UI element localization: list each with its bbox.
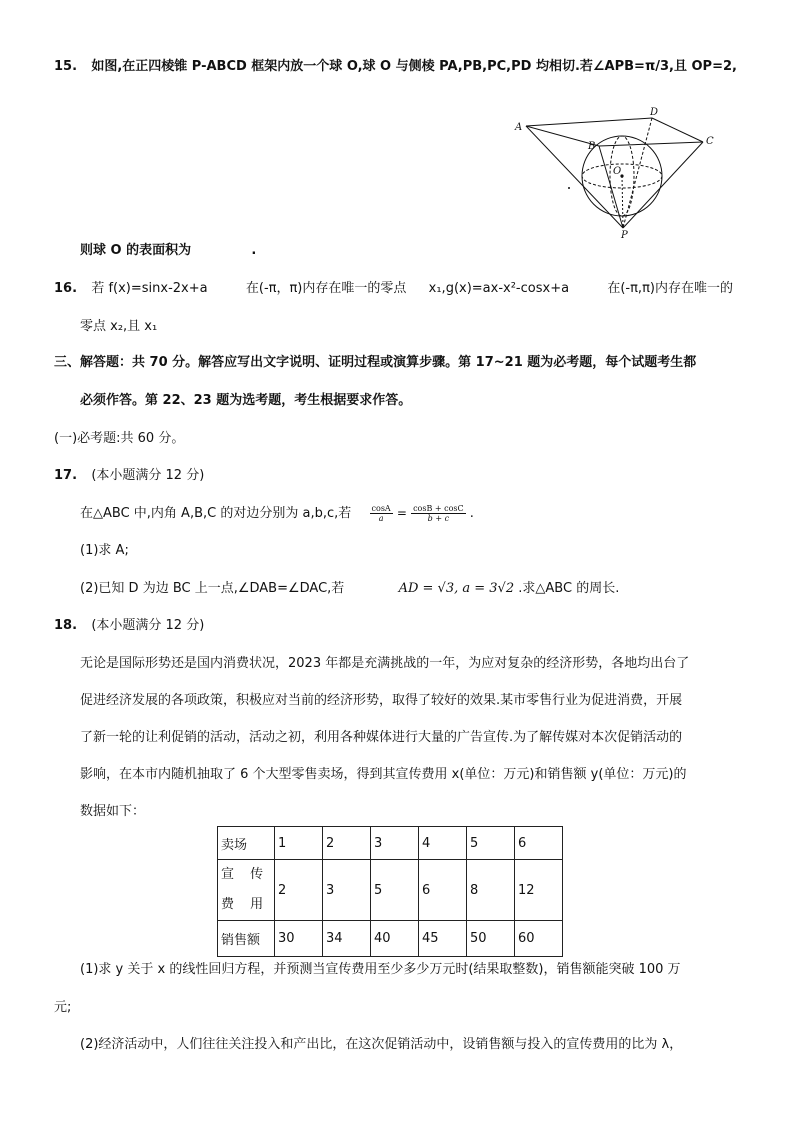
q18-paragraph-line: 无论是国际形势还是国内消费状况，2023 年都是充满挑战的一年，为应对复杂的经济形势，各地均出台了	[80, 656, 690, 671]
q17-part2-text: (2)已知 D 为边 BC 上一点,∠DAB=∠DAC,若	[80, 581, 345, 596]
table-cell: 34	[323, 921, 371, 957]
q16-line2-text: 零点 x₂,且 x₁	[80, 319, 158, 334]
table-cell: 45	[419, 921, 467, 957]
table-row	[218, 921, 563, 957]
q18-part1-line1: (1)求 y 关于 x 的线性回归方程，并预测当宣传费用至少多少万元时(结果取整数)，销售额能突破 100 万	[80, 962, 681, 977]
section3-heading-line1: 三、解答题：共 70 分。解答应写出文字说明、证明过程或演算步骤。第 17~21 题为必考题，每个试题考生都	[54, 355, 697, 370]
q18-part1-line2: 元;	[54, 1000, 72, 1015]
label-D: D	[650, 107, 659, 118]
q18-paragraph-line: 影响，在本市内随机抽取了 6 个大型零售卖场，得到其宣传费用 x(单位：万元)和销售额 y(单位：万元)的	[80, 767, 687, 782]
label-A: A	[515, 122, 523, 133]
q18-score: (本小题满分 12 分)	[91, 618, 205, 633]
table-cell: 60	[515, 921, 563, 957]
q18-paragraph-line: 促进经济发展的各项政策，积极应对当前的经济形势，取得了较好的效果.某市零售行业为促进消费，开展	[80, 693, 683, 708]
q15	[54, 58, 737, 76]
table-cell: 3	[323, 860, 371, 921]
q17-part2-formula: AD = √3, a = 3√2	[398, 581, 515, 596]
table-cell: 1	[275, 827, 323, 860]
q18-paragraph-line: 数据如下：	[80, 804, 146, 819]
label-C: C	[706, 136, 714, 147]
table-row	[218, 860, 563, 921]
table-cell: 2	[323, 827, 371, 860]
q15-stem: 如图,在正四棱锥 P-ABCD 框架内放一个球 O,球 O 与侧棱 PA,PB,PC,PD 均相切.若∠APB=π/3,且 OP=2,	[91, 59, 737, 74]
q16-number: 16.	[54, 281, 78, 296]
frac-left-denominator: a	[378, 514, 384, 523]
label-P: P	[621, 230, 628, 240]
q17-part2	[80, 580, 619, 598]
row-header-sales: 销售额	[218, 921, 275, 957]
q16-part-a: 若 f(x)=sinx-2x+a	[91, 281, 208, 296]
label-O: O	[613, 166, 622, 177]
q17-frac-left	[370, 504, 393, 523]
table-cell: 8	[467, 860, 515, 921]
table-row	[218, 827, 563, 860]
required-part-title: (一)必考题:共 60 分。	[54, 431, 185, 446]
q15-blank-end: .	[251, 243, 257, 258]
q17-frac-right	[411, 504, 466, 523]
q16-part-d: 在(-π,π)内存在唯一的	[607, 281, 733, 296]
section3-heading-line2: 必须作答。第 22、23 题为选考题，考生根据要求作答。	[80, 393, 412, 408]
q15-stem-end: 则球 O 的表面积为	[80, 243, 192, 258]
table-cell: 12	[515, 860, 563, 921]
table-cell: 5	[371, 860, 419, 921]
row-header-ad-cost: 宣 传 费 用	[218, 860, 275, 921]
q18-part2-line1: (2)经济活动中，人们往往关注投入和产出比，在这次促销活动中，设销售额与投入的宣传费用的比为 λ，	[80, 1037, 683, 1052]
q17-score: (本小题满分 12 分)	[91, 468, 205, 483]
table-cell: 40	[371, 921, 419, 957]
table-cell: 6	[515, 827, 563, 860]
table-cell: 2	[275, 860, 323, 921]
table-cell: 50	[467, 921, 515, 957]
table-cell: 4	[419, 827, 467, 860]
q17-number: 17.	[54, 468, 78, 483]
q18-data-table	[217, 826, 563, 957]
q15-pyramid-figure	[512, 104, 728, 240]
q15-answer-line	[80, 242, 256, 260]
frac-left-numerator: cosA	[371, 504, 391, 513]
q16-part-c: x₁,g(x)=ax-x²-cosx+a	[428, 281, 570, 296]
q18-header	[54, 617, 204, 635]
pyramid-sphere-diagram	[512, 104, 728, 240]
table-cell: 3	[371, 827, 419, 860]
q16-part-b: 在(-π，π)内存在唯一的零点	[245, 281, 407, 296]
q17-part1: (1)求 A;	[80, 543, 129, 558]
frac-right-numerator: cosB + cosC	[413, 504, 464, 513]
q18-number: 18.	[54, 618, 78, 633]
q18-paragraph-line: 了新一轮的让利促销的活动，活动之初，利用各种媒体进行大量的广告宣传.为了解传媒对本次促销活动的	[80, 730, 683, 745]
q15-number: 15.	[54, 59, 78, 74]
q17-equals: =	[396, 506, 407, 520]
frac-right-denominator: b + c	[427, 514, 450, 523]
q16-line2	[80, 318, 157, 336]
q17-stem-text: 在△ABC 中,内角 A,B,C 的对边分别为 a,b,c,若	[80, 506, 352, 521]
row-header-store: 卖场	[218, 827, 275, 860]
q17-part2-end: .求△ABC 的周长.	[518, 581, 620, 596]
label-B: B	[588, 141, 596, 152]
q17-stem-end: .	[469, 506, 474, 521]
q16-line1	[54, 280, 733, 298]
q17-stem	[80, 503, 474, 524]
table-cell: 6	[419, 860, 467, 921]
table-cell: 5	[467, 827, 515, 860]
table-cell: 30	[275, 921, 323, 957]
q17-header	[54, 467, 204, 485]
